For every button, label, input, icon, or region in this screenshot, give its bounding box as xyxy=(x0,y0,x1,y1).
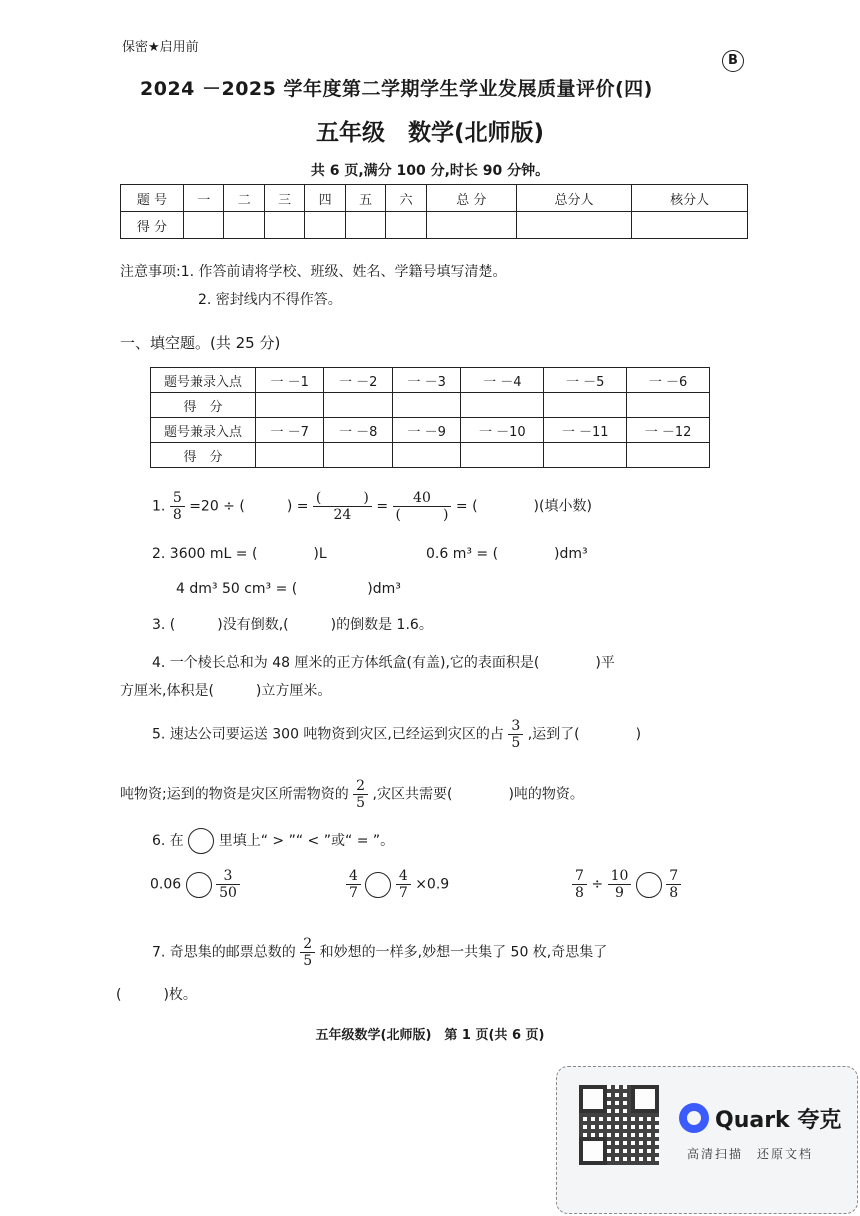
version-mark: B xyxy=(722,50,744,72)
question-3: 3. ( )没有倒数,( )的倒数是 1.6。 xyxy=(152,617,433,633)
entry-cell: 一 －9 xyxy=(392,418,460,443)
entry-score-row xyxy=(151,393,710,418)
entry-cell: 一 －12 xyxy=(627,418,710,443)
score-header-cell: 核分人 xyxy=(632,185,748,212)
answer-circle-icon[interactable] xyxy=(365,872,391,898)
question-1 xyxy=(152,490,592,523)
question-text: 和妙想的一样多,妙想一共集了 50 枚,奇思集了 xyxy=(319,944,608,961)
score-header-cell: 总 分 xyxy=(426,185,516,212)
fraction: $\frac{2}{5}$ xyxy=(353,778,368,811)
fraction: $\frac{3}{5}$ xyxy=(508,718,523,751)
confidential-label: 保密★启用前 xyxy=(122,40,199,55)
entry-score-row xyxy=(151,443,710,468)
fraction: $\frac{40}{( )}$ xyxy=(393,490,452,523)
question-5-line-2 xyxy=(120,778,584,811)
entry-cell: 一 －4 xyxy=(461,368,544,393)
question-text: 5. 速达公司要运送 300 吨物资到灾区,已经运到灾区的占 xyxy=(152,726,504,743)
question-5-line-1 xyxy=(152,718,641,751)
fraction: $\frac{3}{50}$ xyxy=(216,868,240,901)
comparison-text: ×0.9 xyxy=(415,876,450,893)
page-footer: 五年级数学(北师版) 第 1 页(共 6 页) xyxy=(315,1028,545,1043)
entry-cell: 一 －1 xyxy=(256,368,324,393)
fraction: $\frac{4}{7}$ xyxy=(396,868,411,901)
score-cell[interactable] xyxy=(544,443,627,468)
entry-row xyxy=(151,418,710,443)
answer-circle-icon[interactable] xyxy=(636,872,662,898)
score-cell[interactable] xyxy=(184,212,224,239)
question-number: 1. xyxy=(152,498,166,515)
score-header-cell: 四 xyxy=(305,185,345,212)
question-2-line-2: 4 dm³ 50 cm³ = ( )dm³ xyxy=(176,581,401,597)
entry-cell: 一 －5 xyxy=(544,368,627,393)
entry-row xyxy=(151,368,710,393)
fraction: $\frac{2}{5}$ xyxy=(300,936,315,969)
question-text: ,灾区共需要( )吨的物资。 xyxy=(372,786,584,803)
score-header-cell: 三 xyxy=(264,185,304,212)
quark-watermark xyxy=(556,1066,858,1214)
score-row-label: 得 分 xyxy=(151,443,256,468)
entry-cell: 一 －10 xyxy=(461,418,544,443)
score-cell[interactable] xyxy=(345,212,385,239)
answer-circle-icon xyxy=(188,828,214,854)
score-table-header-row xyxy=(121,185,748,212)
score-cell[interactable] xyxy=(264,212,304,239)
comparison-1 xyxy=(150,868,240,901)
question-7-line-2: ( )枚。 xyxy=(116,987,197,1003)
score-cell[interactable] xyxy=(461,393,544,418)
question-4-line-2: 方厘米,体积是( )立方厘米。 xyxy=(120,683,332,699)
score-cell[interactable] xyxy=(544,393,627,418)
notes xyxy=(120,258,507,314)
score-cell[interactable] xyxy=(461,443,544,468)
entry-label: 题号兼录入点 xyxy=(151,368,256,393)
comparison-text: 0.06 xyxy=(150,876,182,893)
question-text: 7. 奇思集的邮票总数的 xyxy=(152,944,296,961)
entry-cell: 一 －7 xyxy=(256,418,324,443)
question-2-line-1a: 2. 3600 mL = ( )L xyxy=(152,546,327,562)
qr-code-icon xyxy=(579,1085,659,1165)
score-cell[interactable] xyxy=(632,212,748,239)
score-table-score-row xyxy=(121,212,748,239)
question-text: 里填上“ > ”“ < ”或“ = ”。 xyxy=(218,833,395,849)
score-cell[interactable] xyxy=(386,212,426,239)
notes-label: 注意事项: xyxy=(120,264,181,280)
question-text: 吨物资;运到的物资是灾区所需物资的 xyxy=(120,786,349,803)
quark-brand-name: Quark 夸克 xyxy=(715,1108,842,1133)
fraction: $\frac{7}{8}$ xyxy=(572,868,587,901)
score-cell[interactable] xyxy=(256,443,324,468)
score-cell[interactable] xyxy=(305,212,345,239)
section-1-entry-table xyxy=(150,367,710,468)
quark-slogan: 高清扫描 还原文档 xyxy=(687,1147,814,1161)
entry-cell: 一 －3 xyxy=(392,368,460,393)
score-header-cell: 五 xyxy=(345,185,385,212)
comparison-text: ÷ xyxy=(591,876,604,893)
question-text: =20 ÷ ( ) = xyxy=(189,498,309,515)
exam-title: 2024 －2025 学年度第二学期学生学业发展质量评价(四) xyxy=(140,78,653,100)
question-text: 6. 在 xyxy=(152,833,184,849)
score-cell[interactable] xyxy=(627,443,710,468)
score-cell[interactable] xyxy=(392,393,460,418)
note-item: 1. 作答前请将学校、班级、姓名、学籍号填写清楚。 xyxy=(180,264,507,280)
score-cell[interactable] xyxy=(324,393,392,418)
question-6-instruction xyxy=(152,828,394,854)
fraction: $\frac{5}{8}$ xyxy=(170,490,185,523)
exam-meta: 共 6 页,满分 100 分,时长 90 分钟。 xyxy=(310,163,550,179)
question-7-line-1 xyxy=(152,936,607,969)
score-table xyxy=(120,184,748,239)
score-header-cell: 题 号 xyxy=(121,185,184,212)
question-text: ,运到了( ) xyxy=(527,726,642,743)
fraction: $\frac{10}{9}$ xyxy=(608,868,632,901)
section-1-title: 一、填空题。(共 25 分) xyxy=(120,334,281,352)
question-text: = ( )(填小数) xyxy=(455,498,592,515)
comparison-2 xyxy=(346,868,449,901)
score-header-cell: 六 xyxy=(386,185,426,212)
score-cell[interactable] xyxy=(392,443,460,468)
note-item: 2. 密封线内不得作答。 xyxy=(198,292,342,308)
question-text: = xyxy=(376,498,389,515)
comparison-3 xyxy=(572,868,681,901)
score-cell[interactable] xyxy=(516,212,632,239)
entry-cell: 一 －2 xyxy=(324,368,392,393)
score-cell[interactable] xyxy=(256,393,324,418)
answer-circle-icon[interactable] xyxy=(186,872,212,898)
score-header-cell: 一 xyxy=(184,185,224,212)
entry-label: 题号兼录入点 xyxy=(151,418,256,443)
score-cell[interactable] xyxy=(426,212,516,239)
entry-cell: 一 －11 xyxy=(544,418,627,443)
question-2-line-1b: 0.6 m³ = ( )dm³ xyxy=(426,546,588,562)
entry-cell: 一 －8 xyxy=(324,418,392,443)
quark-logo-icon xyxy=(679,1103,709,1133)
score-header-cell: 二 xyxy=(224,185,264,212)
score-header-cell: 总分人 xyxy=(516,185,632,212)
entry-cell: 一 －6 xyxy=(627,368,710,393)
score-row-label: 得 分 xyxy=(151,393,256,418)
fraction: $\frac{4}{7}$ xyxy=(346,868,361,901)
score-cell[interactable] xyxy=(224,212,264,239)
score-cell[interactable] xyxy=(324,443,392,468)
exam-subtitle: 五年级 数学(北师版) xyxy=(315,120,545,146)
question-4-line-1: 4. 一个棱长总和为 48 厘米的正方体纸盒(有盖),它的表面积是( )平 xyxy=(152,655,615,671)
score-cell[interactable] xyxy=(627,393,710,418)
fraction: $\frac{7}{8}$ xyxy=(666,868,681,901)
fraction: $\frac{( )}{24}$ xyxy=(313,490,372,523)
score-row-label: 得 分 xyxy=(121,212,184,239)
